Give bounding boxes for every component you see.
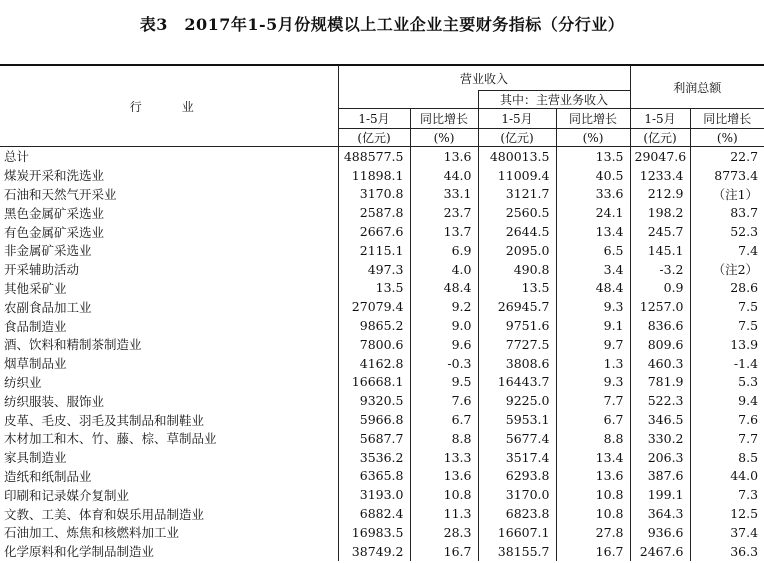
value-cell: 13.6: [556, 467, 630, 486]
industry-name-cell: 黑色金属矿采选业: [4, 205, 105, 221]
value-cell: 10.8: [556, 504, 630, 523]
table-row: [0, 373, 764, 392]
value-cell: 488577.5: [338, 147, 410, 166]
value-cell: 13.6: [410, 147, 478, 166]
value-cell: 7.6: [690, 410, 764, 429]
table-row: [0, 410, 764, 429]
value-cell: 490.8: [478, 260, 556, 279]
main-yoy-header: 同比增长: [556, 109, 630, 129]
value-cell: 212.9: [630, 185, 690, 204]
rev-yoy-header: 同比增长: [410, 109, 478, 129]
value-cell: 9.3: [556, 373, 630, 392]
value-cell: 7800.6: [338, 335, 410, 354]
table-row: [0, 279, 764, 298]
industry-name-cell: 木材加工和木、竹、藤、棕、草制品业: [4, 431, 217, 447]
value-cell: 522.3: [630, 391, 690, 410]
value-cell: 9320.5: [338, 391, 410, 410]
table-row: [0, 222, 764, 241]
value-cell: 7.5: [690, 297, 764, 316]
value-cell: 13.7: [410, 222, 478, 241]
value-cell: 1257.0: [630, 297, 690, 316]
value-cell: 38749.2: [338, 542, 410, 561]
value-cell: 13.5: [478, 279, 556, 298]
value-cell: 7.7: [556, 391, 630, 410]
value-cell: 83.7: [690, 203, 764, 222]
industry-name-cell: 其他采矿业: [4, 280, 67, 296]
value-cell: 37.4: [690, 523, 764, 542]
value-cell: 9.0: [410, 316, 478, 335]
value-cell: 5687.7: [338, 429, 410, 448]
value-cell: 9.5: [410, 373, 478, 392]
value-cell: 480013.5: [478, 147, 556, 166]
value-cell: 48.4: [410, 279, 478, 298]
value-cell: 2587.8: [338, 203, 410, 222]
industry-name-cell: 印刷和记录媒介复制业: [4, 487, 130, 503]
industry-name-cell: 酒、饮料和精制茶制造业: [4, 337, 142, 353]
value-cell: 16.7: [556, 542, 630, 561]
value-cell: 1.3: [556, 354, 630, 373]
table-body: [0, 147, 764, 561]
value-cell: 5.3: [690, 373, 764, 392]
value-cell: 44.0: [410, 166, 478, 185]
value-cell: 8.8: [410, 429, 478, 448]
value-cell: 2095.0: [478, 241, 556, 260]
value-cell: 245.7: [630, 222, 690, 241]
industry-name-cell: 煤炭开采和洗选业: [4, 168, 105, 184]
value-cell: 4.0: [410, 260, 478, 279]
value-cell: 13.9: [690, 335, 764, 354]
value-cell: 44.0: [690, 467, 764, 486]
industry-name-cell: 总计: [0, 147, 338, 166]
value-cell: 48.4: [556, 279, 630, 298]
value-cell: -1.4: [690, 354, 764, 373]
value-cell: 7727.5: [478, 335, 556, 354]
value-cell: 33.6: [556, 185, 630, 204]
industry-name-cell: 家具制造业: [4, 450, 67, 466]
value-cell: 198.2: [630, 203, 690, 222]
value-cell: 6.7: [410, 410, 478, 429]
industry-name-cell: 化学原料和化学制品制造业: [4, 544, 155, 560]
table-row: [0, 335, 764, 354]
value-cell: 6.5: [556, 241, 630, 260]
value-cell: 2644.5: [478, 222, 556, 241]
value-cell: 3170.0: [478, 485, 556, 504]
value-cell: 346.5: [630, 410, 690, 429]
industry-name-cell: 开采辅助活动: [4, 262, 80, 278]
value-cell: 11.3: [410, 504, 478, 523]
value-cell: 22.7: [690, 147, 764, 166]
value-cell: 13.3: [410, 448, 478, 467]
value-cell: 809.6: [630, 335, 690, 354]
table-row: [0, 485, 764, 504]
table-row: [0, 354, 764, 373]
value-cell: 0.9: [630, 279, 690, 298]
value-cell: 206.3: [630, 448, 690, 467]
profit-pct-unit: (%): [690, 129, 764, 147]
value-cell: 16443.7: [478, 373, 556, 392]
value-cell: 3517.4: [478, 448, 556, 467]
value-cell: 13.6: [410, 467, 478, 486]
value-cell: 10.8: [410, 485, 478, 504]
value-cell: （注2）: [690, 260, 764, 279]
table-row: [0, 504, 764, 523]
value-cell: 9.4: [690, 391, 764, 410]
value-cell: 1233.4: [630, 166, 690, 185]
value-cell: 2667.6: [338, 222, 410, 241]
rev-period-header: 1-5月: [338, 109, 410, 129]
value-cell: -3.2: [630, 260, 690, 279]
value-cell: 7.4: [690, 241, 764, 260]
value-cell: 7.3: [690, 485, 764, 504]
value-cell: 26945.7: [478, 297, 556, 316]
value-cell: 13.4: [556, 448, 630, 467]
industry-name-cell: 食品制造业: [4, 318, 67, 334]
value-cell: 16668.1: [338, 373, 410, 392]
industry-name-cell: 造纸和纸制品业: [4, 468, 92, 484]
value-cell: 6.9: [410, 241, 478, 260]
value-cell: 9.6: [410, 335, 478, 354]
value-cell: 13.5: [338, 279, 410, 298]
revenue-header: 营业收入: [338, 65, 630, 91]
value-cell: 2115.1: [338, 241, 410, 260]
profit-header: 利润总额: [630, 65, 764, 109]
industry-name-cell: 石油和天然气开采业: [4, 186, 117, 202]
table-row: [0, 185, 764, 204]
value-cell: 6293.8: [478, 467, 556, 486]
table-row: [0, 467, 764, 486]
value-cell: 5953.1: [478, 410, 556, 429]
value-cell: 16607.1: [478, 523, 556, 542]
table-row: [0, 542, 764, 561]
main-period-header: 1-5月: [478, 109, 556, 129]
profit-period-header: 1-5月: [630, 109, 690, 129]
value-cell: 9225.0: [478, 391, 556, 410]
value-cell: 10.8: [556, 485, 630, 504]
value-cell: 28.3: [410, 523, 478, 542]
value-cell: 2467.6: [630, 542, 690, 561]
financial-indicators-table: [0, 64, 764, 561]
value-cell: 497.3: [338, 260, 410, 279]
industry-name-cell: 文教、工美、体育和娱乐用品制造业: [4, 506, 205, 522]
table-row: [0, 297, 764, 316]
value-cell: 29047.6: [630, 147, 690, 166]
industry-name-cell: 皮革、毛皮、羽毛及其制品和制鞋业: [4, 412, 205, 428]
profit-yoy-header: 同比增长: [690, 109, 764, 129]
value-cell: 5966.8: [338, 410, 410, 429]
value-cell: 9.7: [556, 335, 630, 354]
value-cell: 4162.8: [338, 354, 410, 373]
value-cell: 6.7: [556, 410, 630, 429]
value-cell: 3536.2: [338, 448, 410, 467]
industry-name-cell: 有色金属矿采选业: [4, 224, 105, 240]
value-cell: 8773.4: [690, 166, 764, 185]
rev-pct-unit: (%): [410, 129, 478, 147]
table-row: [0, 523, 764, 542]
value-cell: 12.5: [690, 504, 764, 523]
value-cell: 8.8: [556, 429, 630, 448]
value-cell: 936.6: [630, 523, 690, 542]
value-cell: 836.6: [630, 316, 690, 335]
industry-name-cell: 纺织服装、服饰业: [4, 393, 105, 409]
value-cell: 7.5: [690, 316, 764, 335]
value-cell: 6823.8: [478, 504, 556, 523]
value-cell: 387.6: [630, 467, 690, 486]
value-cell: 28.6: [690, 279, 764, 298]
main-unit: (亿元): [478, 129, 556, 147]
value-cell: -0.3: [410, 354, 478, 373]
table-row: [0, 147, 764, 166]
value-cell: 33.1: [410, 185, 478, 204]
value-cell: 9.2: [410, 297, 478, 316]
value-cell: （注1）: [690, 185, 764, 204]
industry-name-cell: 石油加工、炼焦和核燃料加工业: [4, 525, 180, 541]
value-cell: 364.3: [630, 504, 690, 523]
value-cell: 16983.5: [338, 523, 410, 542]
value-cell: 3193.0: [338, 485, 410, 504]
industry-name-cell: 非金属矿采选业: [4, 243, 92, 259]
table-row: [0, 260, 764, 279]
value-cell: 7.7: [690, 429, 764, 448]
value-cell: 781.9: [630, 373, 690, 392]
value-cell: 3.4: [556, 260, 630, 279]
value-cell: 6365.8: [338, 467, 410, 486]
value-cell: 23.7: [410, 203, 478, 222]
value-cell: 24.1: [556, 203, 630, 222]
industry-name-cell: 农副食品加工业: [4, 299, 92, 315]
value-cell: 52.3: [690, 222, 764, 241]
value-cell: 145.1: [630, 241, 690, 260]
value-cell: 16.7: [410, 542, 478, 561]
value-cell: 3121.7: [478, 185, 556, 204]
profit-unit: (亿元): [630, 129, 690, 147]
value-cell: 11009.4: [478, 166, 556, 185]
value-cell: 11898.1: [338, 166, 410, 185]
value-cell: 13.4: [556, 222, 630, 241]
main-pct-unit: (%): [556, 129, 630, 147]
value-cell: 3170.8: [338, 185, 410, 204]
value-cell: 9.3: [556, 297, 630, 316]
main-revenue-header: 其中：主营业务收入: [478, 91, 630, 109]
value-cell: 27.8: [556, 523, 630, 542]
rev-unit: (亿元): [338, 129, 410, 147]
table-row: [0, 203, 764, 222]
value-cell: 2560.5: [478, 203, 556, 222]
value-cell: 9.1: [556, 316, 630, 335]
value-cell: 38155.7: [478, 542, 556, 561]
value-cell: 3808.6: [478, 354, 556, 373]
value-cell: 9865.2: [338, 316, 410, 335]
industry-name-cell: 烟草制品业: [4, 356, 67, 372]
table-row: [0, 429, 764, 448]
value-cell: 13.5: [556, 147, 630, 166]
table-row: [0, 391, 764, 410]
value-cell: 460.3: [630, 354, 690, 373]
table-header: [0, 65, 764, 147]
table-title: 表3 2017年1-5月份规模以上工业企业主要财务指标（分行业）: [139, 15, 625, 34]
value-cell: 199.1: [630, 485, 690, 504]
industry-name-cell: 纺织业: [4, 374, 42, 390]
value-cell: 9751.6: [478, 316, 556, 335]
value-cell: 6882.4: [338, 504, 410, 523]
value-cell: 36.3: [690, 542, 764, 561]
value-cell: 7.6: [410, 391, 478, 410]
table-row: [0, 241, 764, 260]
industry-header: 行 业: [0, 65, 338, 147]
value-cell: 5677.4: [478, 429, 556, 448]
table-row: [0, 166, 764, 185]
value-cell: 8.5: [690, 448, 764, 467]
value-cell: 330.2: [630, 429, 690, 448]
table-row: [0, 448, 764, 467]
revenue-spacer: [338, 91, 478, 109]
value-cell: 27079.4: [338, 297, 410, 316]
value-cell: 40.5: [556, 166, 630, 185]
table-row: [0, 316, 764, 335]
